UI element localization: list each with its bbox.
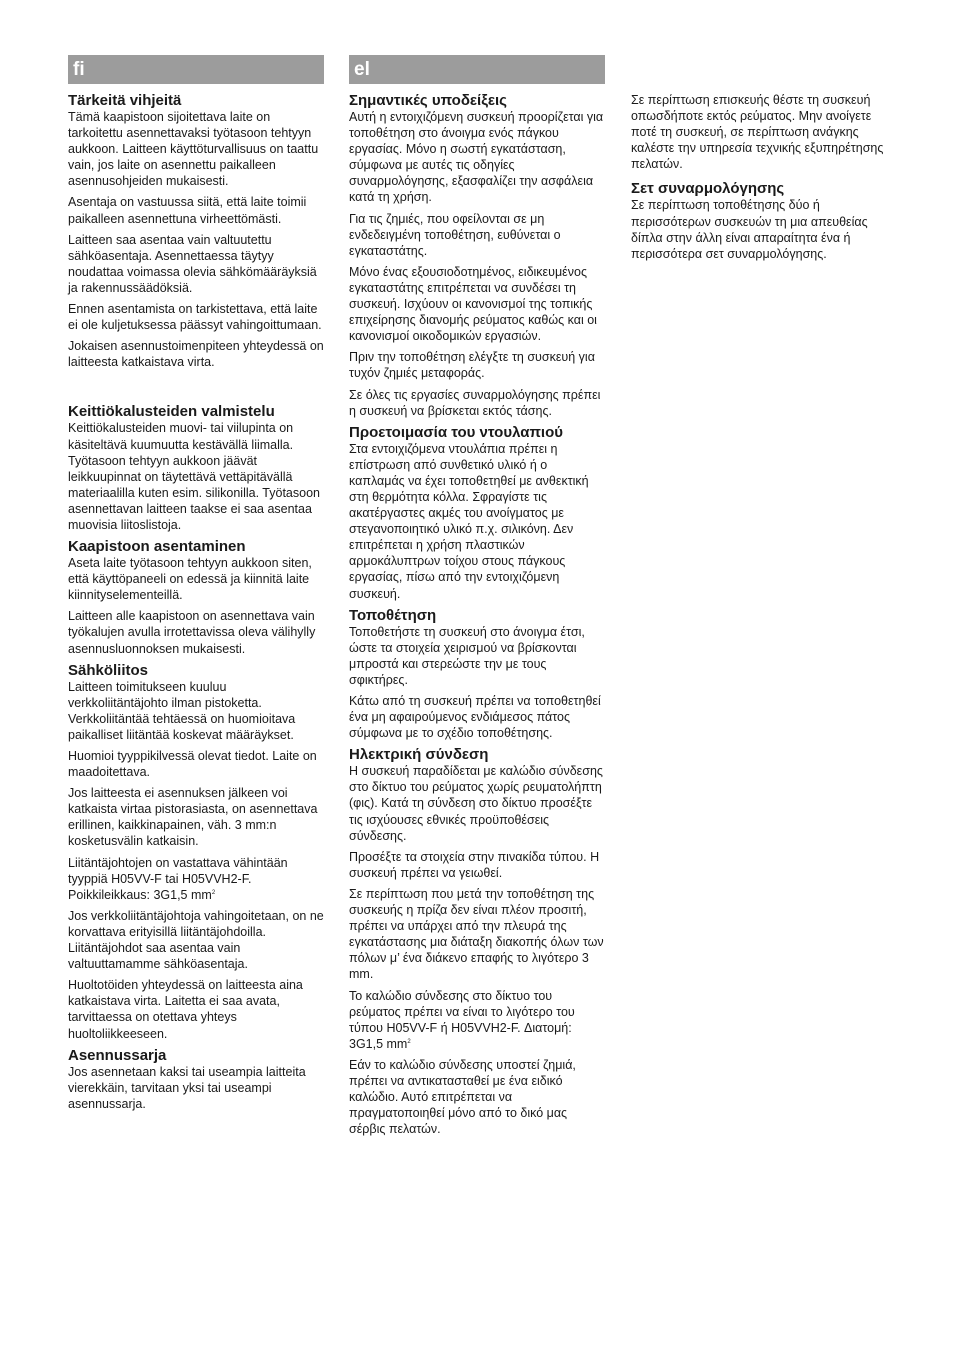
- paragraph: Asentaja on vastuussa siitä, että laite toimii paikalleen asennettuna virheettömästi.: [68, 195, 307, 226]
- paragraph: Huoltotöiden yhteydessä on laitteesta aina katkaistava virta. Laitetta ei saa avata, tarvittaessa on otettava yhteys huoltoliikkeeseen.: [68, 978, 303, 1041]
- section-installation-fi: [68, 538, 324, 657]
- section-cabinet-preparation-el: [349, 424, 605, 602]
- paragraph: Jokaisen asennustoimenpiteen yhteydessä on laitteesta katkaistava virta.: [68, 339, 324, 370]
- language-header-fi: fi: [68, 55, 324, 84]
- paragraph: Σε περίπτωση τοποθέτησης δύο ή περισσότερων συσκευών τη μια απευθείας δίπλα στην άλλη είναι απαραίτητα ένα ή περισσότερα σετ συναρμολόγησης.: [631, 198, 868, 261]
- section-title: Sähköliitos: [68, 661, 149, 679]
- paragraph-text: Το καλώδιο σύνδεσης στο δίκτυο του ρεύματος πρέπει να είναι το λιγότερο του τύπου H05VV-F ή H05VVH2-F. Διατομή: 3G1,5 mm: [349, 988, 575, 1051]
- paragraph: Στα εντοιχιζόμενα ντουλάπια πρέπει η επίστρωση από συνθετικό υλικό ή ο καπλαμάς να έχει τοποθετηθεί με ανθεκτική στη θερμότητα κόλλα. Σφραγίστε τις ακατέργαστες ακμές του ανοίγματος με στεγανοποιητικό υλικό π.χ. σιλικόνη. Δεν επιτρέπεται η χρήση πλαστικών αρμοκάλυπτρων τοίχου στους πάγκους εργασίας, πίσω από την εντοιχιζόμενη συσκευή.: [349, 441, 589, 601]
- section-title: Kaapistoon asentaminen: [68, 538, 246, 556]
- greek-column-2: [631, 92, 885, 267]
- spacer: [68, 375, 324, 403]
- section-repair-el: [631, 92, 885, 172]
- section-installation-kit-el: [631, 180, 885, 261]
- paragraph: Σε περίπτωση επισκευής θέστε τη συσκευή οπωσδήποτε εκτός ρεύματος. Μην ανοίγετε ποτέ τη συσκευή, σε περίπτωση ανάγκης καλέστε την υπηρεσία τεχνικής εξυπηρέτησης πελατών.: [631, 93, 884, 172]
- paragraph: Σε περίπτωση που μετά την τοποθέτηση της συσκευής η πρίζα δεν είναι πλέον προσιτή, πρέπει να υπάρχει από την πλευρά της εγκατάστασης μια διάταξη διακοπής όλων των πόλων μ’ ένα διάκενο επαφής το λιγότερο 3 mm.: [349, 886, 604, 982]
- section-title: Σετ συναρμολόγησης: [631, 180, 785, 198]
- paragraph: Ennen asentamista on tarkistettava, että laite ei ole kuljetuksessa päässyt vahingoittumaan.: [68, 302, 322, 333]
- paragraph: Laitteen saa asentaa vain valtuutettu sähköasentaja. Asennettaessa täytyy noudattaa voimassa olevia sähkömääräyksiä ja rakennussäädöksiä.: [68, 232, 317, 295]
- paragraph: Tämä kaapistoon sijoitettava laite on tarkoitettu asennettavaksi työtasoon tehtyyn aukkoon. Laitteen käyttöturvallisuus on taattu vain, jos laite on asennettu paikalleen asennusohjeiden mukaisesti.: [68, 110, 319, 189]
- paragraph: Jos asennetaan kaksi tai useampia laitteita vierekkäin, tarvitaan yksi tai useampi asennussarja.: [68, 1064, 306, 1111]
- superscript: 2: [407, 1038, 411, 1045]
- paragraph-cable-spec: [349, 988, 605, 1052]
- section-title: Προετοιμασία του ντουλαπιού: [349, 423, 563, 441]
- paragraph: Huomioi tyyppikilvessä olevat tiedot. Laite on maadoitettava.: [68, 749, 317, 780]
- section-title: Asennussarja: [68, 1046, 167, 1064]
- finnish-column: [68, 55, 324, 1117]
- section-electrical-connection-fi: [68, 662, 324, 1042]
- section-cabinet-preparation-fi: [68, 403, 324, 533]
- paragraph: Κάτω από τη συσκευή πρέπει να τοποθετηθεί ένα μη αφαιρούμενος ενδιάμεσος πάτος σύμφωνα με το σχέδιο τοποθέτησης.: [349, 694, 601, 741]
- section-installation-kit-fi: [68, 1047, 324, 1112]
- paragraph: Τοποθετήστε τη συσκευή στο άνοιγμα έτσι, ώστε τα στοιχεία χειρισμού να βρίσκονται μπροστά και στερεώστε την με τους σφικτήρες.: [349, 624, 585, 687]
- paragraph: Keittiökalusteiden muovi- tai viilupinta on käsiteltävä kuumuutta kestävällä liimalla. Työtasoon tehtyyn aukkoon jäävät leikkuupinnat on täytettävä vettäpitävällä materiaalilla kuten esim. silikonilla. Työtasoon asennettavan laitteen taakse ei saa asentaa muovisia liitoslistoja.: [68, 421, 320, 532]
- paragraph: Για τις ζημιές, που οφείλονται σε μη ενδεδειγμένη τοποθέτηση, ευθύνεται ο εγκαταστάτης.: [349, 211, 561, 258]
- superscript: 2: [211, 889, 216, 896]
- paragraph: Σε όλες τις εργασίες συναρμολόγησης πρέπει η συσκευή να βρίσκεται εκτός τάσης.: [349, 387, 601, 418]
- paragraph: Αυτή η εντοιχιζόμενη συσκευή προορίζεται για τοποθέτηση στο άνοιγμα ενός πάγκου εργασίας. Μόνο η σωστή εγκατάσταση, σύμφωνα με αυτές τις οδηγίες συναρμολόγησης, εξασφαλίζει την ασφάλεια κατά τη χρήση.: [349, 110, 604, 205]
- section-electrical-connection-el: [349, 746, 605, 1137]
- paragraph: Laitteen toimitukseen kuuluu verkkoliitäntäjohto ilman pistoketta. Verkkoliitäntää tehtäessä on huomioitava paikalliset liitäntää koskevat määräykset.: [68, 679, 296, 742]
- greek-column: [349, 55, 605, 1142]
- paragraph: Πριν την τοποθέτηση ελέγξτε τη συσκευή για τυχόν ζημιές μεταφοράς.: [349, 350, 595, 381]
- paragraph: Jos verkkoliitäntäjohtoja vahingoitetaan, on ne korvattava erityisillä liitäntäjohdoilla. Liitäntäjohdot saa asentaa vain valtuuttamamme sähköasentaja.: [68, 908, 324, 972]
- paragraph: Laitteen alle kaapistoon on asennettava vain työkalujen avulla irrotettavissa oleva välihylly asennusluonnoksen mukaisesti.: [68, 609, 316, 656]
- paragraph-cable-spec: [68, 855, 324, 903]
- paragraph: Προσέξτε τα στοιχεία στην πινακίδα τύπου. Η συσκευή πρέπει να γειωθεί.: [349, 849, 600, 880]
- section-important-notes-el: [349, 92, 605, 419]
- paragraph: Jos laitteesta ei asennuksen jälkeen voi katkaista virtaa pistorasiasta, on asennettava erillinen, kaikkinapainen, väh. 3 mm:n kosketusvälin katkaisin.: [68, 786, 318, 849]
- paragraph-text: Liitäntäjohtojen on vastattava vähintään tyyppiä H05VV-F tai H05VVH2-F. Poikkileikkaus: 3G1,5 mm: [68, 855, 288, 902]
- section-title: Τοποθέτηση: [349, 606, 437, 624]
- paragraph: Μόνο ένας εξουσιοδοτημένος, ειδικευμένος εγκαταστάτης επιτρέπεται να συνδέσει τη συσκευή. Ισχύουν οι κανονισμοί της τοπικής επιχείρησης διανομής ρεύματος καθώς και οι κανονισμοί οικοδομικών εργασιών.: [349, 264, 597, 344]
- section-title: Ηλεκτρική σύνδεση: [349, 746, 489, 764]
- section-title: Tärkeitä vihjeitä: [68, 92, 182, 109]
- section-title: Keittiökalusteiden valmistelu: [68, 403, 275, 421]
- section-important-notes-fi: [68, 92, 324, 370]
- section-installation-el: [349, 607, 605, 742]
- paragraph: Εάν το καλώδιο σύνδεσης υποστεί ζημιά, πρέπει να αντικατασταθεί με ένα ειδικό καλώδιο. Αυτό επιτρέπεται να πραγματοποιηθεί μόνο από το δικό μας σέρβις πελατών.: [349, 1057, 576, 1137]
- section-title: Σημαντικές υποδείξεις: [349, 92, 507, 109]
- language-header-el: el: [349, 55, 605, 84]
- paragraph: Aseta laite työtasoon tehtyyn aukkoon siten, että käyttöpaneeli on edessä ja kiinnitä laite kiinnityselementeillä.: [68, 556, 312, 603]
- paragraph: Η συσκευή παραδίδεται με καλώδιο σύνδεσης στο δίκτυο του ρεύματος χωρίς ρευματολήπτη (φις). Κατά τη σύνδεση στο δίκτυο προσέξτε τις ισχύουσες εθνικές προϋποθέσεις σύνδεσης.: [349, 764, 603, 843]
